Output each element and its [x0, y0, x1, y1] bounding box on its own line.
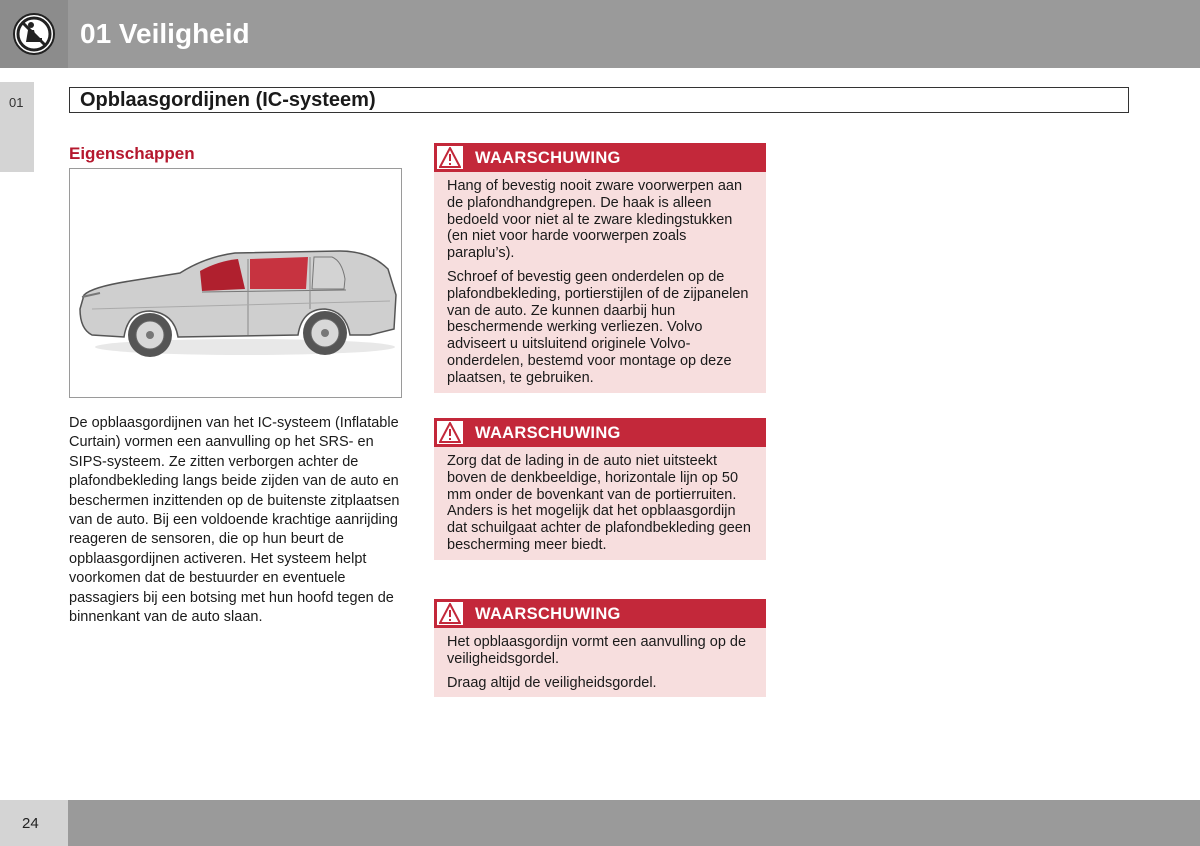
- warning-body: [434, 628, 766, 697]
- page-footer: [0, 800, 1200, 846]
- warning-paragraph: Zorg dat de lading in de auto niet uitsteekt boven de denkbeeldige, horizontale lijn op 50 mm onder de bovenkant van de portierruiten. Anders is het mogelijk dat het opblaasgordijn dat schuilgaat achter de plafondbekleding geen bescherming meer biedt.: [447, 453, 751, 553]
- car-side-curtain-airbag-illustration: [70, 169, 401, 397]
- warning-header: [434, 143, 766, 172]
- body-paragraph: De opblaasgordijnen van het IC-systeem (Inflatable Curtain) vormen een aanvulling op het SRS- en SIPS-systeem. Ze zitten verborgen achter de plafondbekleding langs beide zijden van de auto en beschermen inzittenden op de buitenste zitplaatsen van de auto. Bij een voldoende krachtige aanrijding reageren de sensoren, die op hun beurt de opblaasgordijnen activeren. Het systeem helpt voorkomen dat de bestuurder en eventuele passagiers bij een botsing met hun hoofd tegen de binnenkant van de auto slaan.: [69, 415, 400, 626]
- subheading: Eigenschappen: [69, 144, 195, 163]
- warning-paragraph: Draag altijd de veiligheidsgordel.: [447, 674, 657, 691]
- warning-icon-box: [437, 146, 463, 169]
- warning-header: [434, 418, 766, 447]
- warning-box-2: [434, 418, 766, 560]
- page-number: 24: [22, 815, 39, 832]
- warning-paragraph: Hang of bevestig nooit zware voorwerpen aan de plafondhandgrepen. De haak is alleen bedoeld voor niet al te zware kledingstukken (en niet voor harde voorwerpen zoals paraplu’s).: [447, 178, 743, 262]
- chapter-title: 01 Veiligheid: [80, 18, 250, 49]
- page-header: [0, 0, 1200, 68]
- warning-body: [434, 447, 766, 560]
- header-icon-box: [0, 0, 68, 68]
- chapter-tab-label: 01: [9, 95, 24, 110]
- warning-header: [434, 599, 766, 628]
- warning-triangle-icon: [439, 422, 461, 443]
- warning-box-1: [434, 143, 766, 393]
- warning-icon-box: [437, 602, 463, 625]
- warning-triangle-icon: [439, 603, 461, 624]
- warning-box-3: [434, 599, 766, 697]
- warning-title: WAARSCHUWING: [475, 424, 621, 442]
- section-title: Opblaasgordijnen (IC-systeem): [69, 87, 1129, 113]
- warning-icon-box: [437, 421, 463, 444]
- chapter-tab: [0, 82, 34, 172]
- warning-paragraph: Het opblaasgordijn vormt een aanvulling op de veiligheidsgordel.: [447, 634, 747, 667]
- warning-title: WAARSCHUWING: [475, 605, 621, 623]
- warning-title: WAARSCHUWING: [475, 149, 621, 167]
- page-number-box: [0, 800, 68, 846]
- warning-paragraph: Schroef of bevestig geen onderdelen op de plafondbekleding, portierstijlen of de zijpanelen van de auto. Ze kunnen daarbij hun beschermende werking verliezen. Volvo adviseert u uitsluitend originele Volvo-onderdelen, bestemd voor montage op deze plaatsen, te gebruiken.: [447, 268, 749, 386]
- warning-body: [434, 172, 766, 393]
- warning-triangle-icon: [439, 147, 461, 168]
- car-illustration-frame: [69, 168, 402, 398]
- seatbelt-warning-icon: [12, 12, 56, 56]
